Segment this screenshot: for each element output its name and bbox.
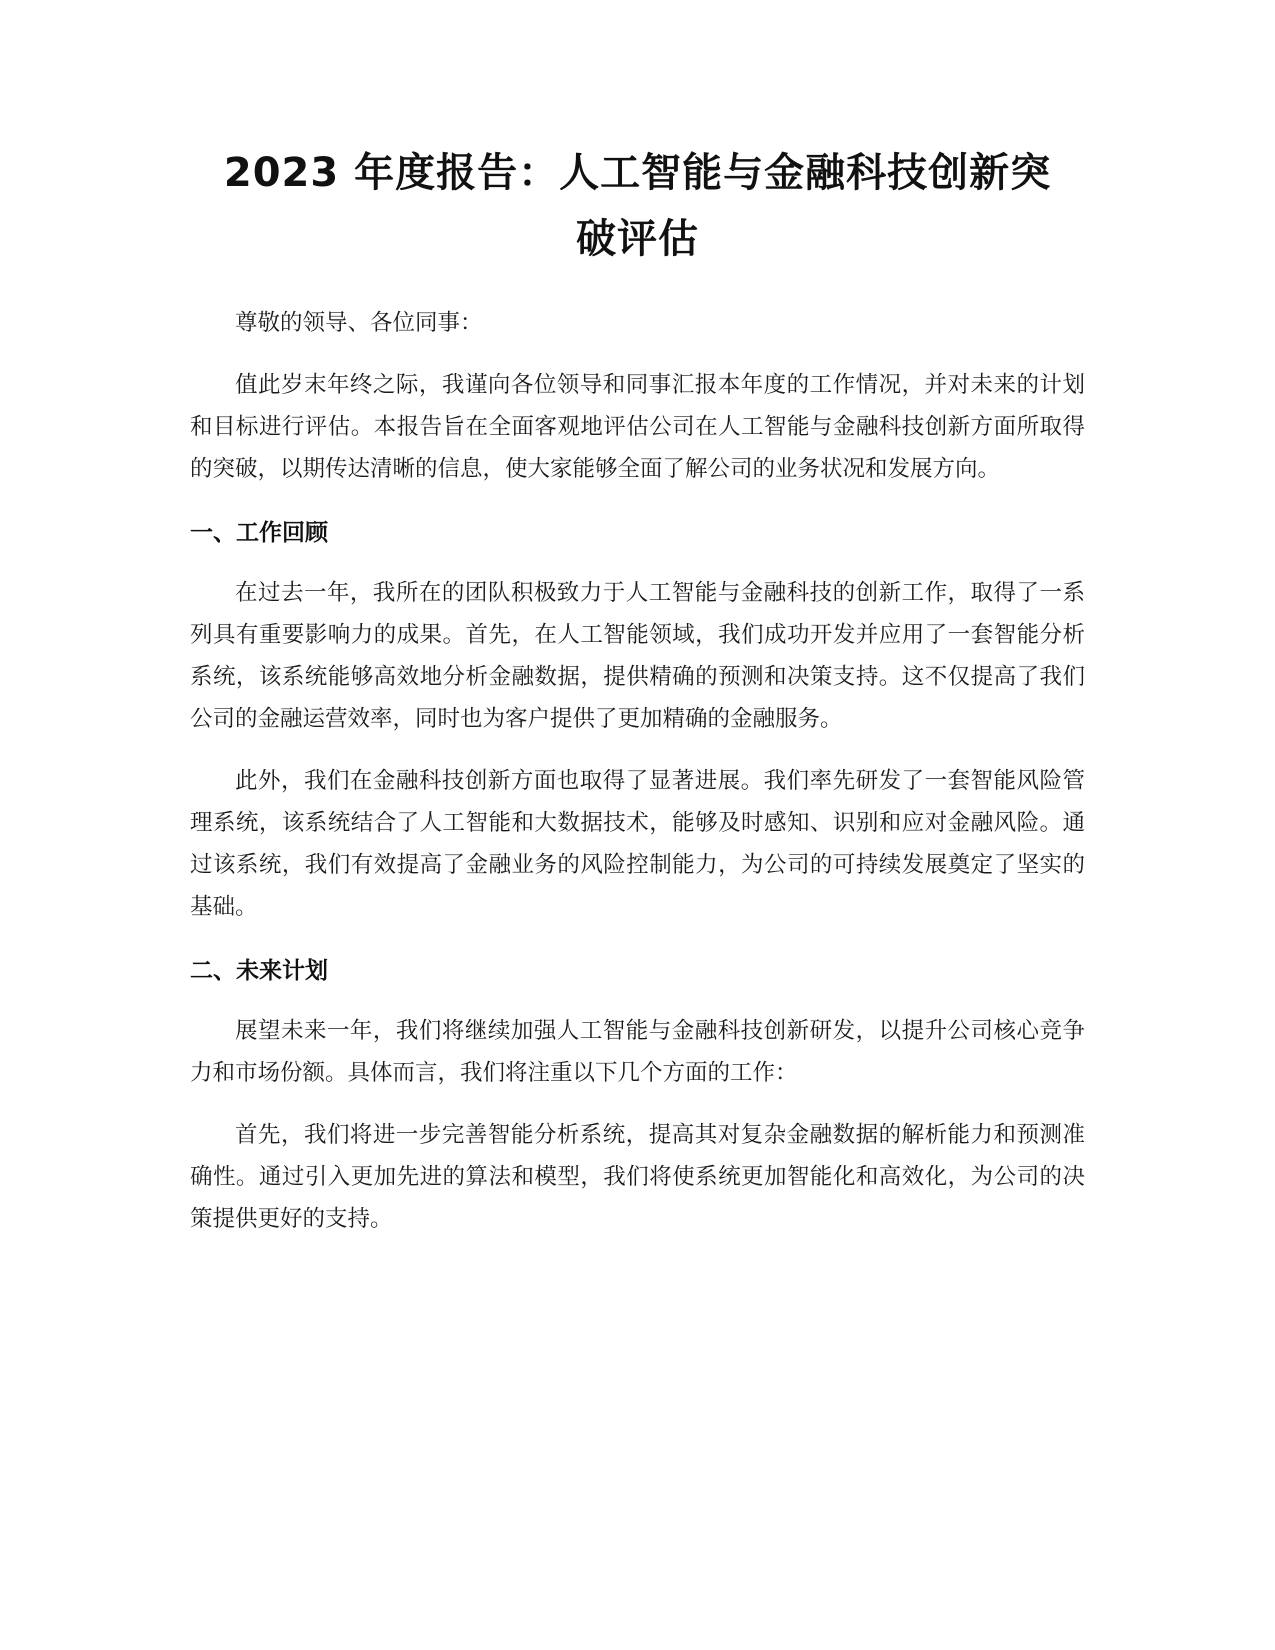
document-title-line-2: 破评估 xyxy=(576,216,699,262)
work-review-paragraph-1: 在过去一年，我所在的团队积极致力于人工智能与金融科技的创新工作，取得了一系列具有重要影响力的成果。首先，在人工智能领域，我们成功开发并应用了一套智能分析系统，该系统能够高效地分析金融数据，提供精确的预测和决策支持。这不仅提高了我们公司的金融运营效率，同时也为客户提供了更加精确的金融服务。 xyxy=(190,580,1085,732)
document-title xyxy=(190,140,1085,272)
future-plan-paragraph-2: 首先，我们将进一步完善智能分析系统，提高其对复杂金融数据的解析能力和预测准确性。通过引入更加先进的算法和模型，我们将使系统更加智能化和高效化，为公司的决策提供更好的支持。 xyxy=(190,1122,1085,1232)
intro-paragraph: 值此岁末年终之际，我谨向各位领导和同事汇报本年度的工作情况，并对未来的计划和目标进行评估。本报告旨在全面客观地评估公司在人工智能与金融科技创新方面所取得的突破，以期传达清晰的信息，使大家能够全面了解公司的业务状况和发展方向。 xyxy=(190,372,1085,482)
section-heading-future-plan: 二、未来计划 xyxy=(190,958,328,984)
future-plan-paragraph-1: 展望未来一年，我们将继续加强人工智能与金融科技创新研发，以提升公司核心竞争力和市场份额。具体而言，我们将注重以下几个方面的工作： xyxy=(190,1018,1085,1086)
document-title-line-1: 2023 年度报告：人工智能与金融科技创新突 xyxy=(223,150,1052,196)
work-review-paragraph-2: 此外，我们在金融科技创新方面也取得了显著进展。我们率先研发了一套智能风险管理系统，该系统结合了人工智能和大数据技术，能够及时感知、识别和应对金融风险。通过该系统，我们有效提高了金融业务的风险控制能力，为公司的可持续发展奠定了坚实的基础。 xyxy=(190,768,1085,920)
document-body xyxy=(190,140,1085,1240)
section-heading-work-review: 一、工作回顾 xyxy=(190,520,328,546)
greeting-paragraph: 尊敬的领导、各位同事： xyxy=(235,310,483,336)
